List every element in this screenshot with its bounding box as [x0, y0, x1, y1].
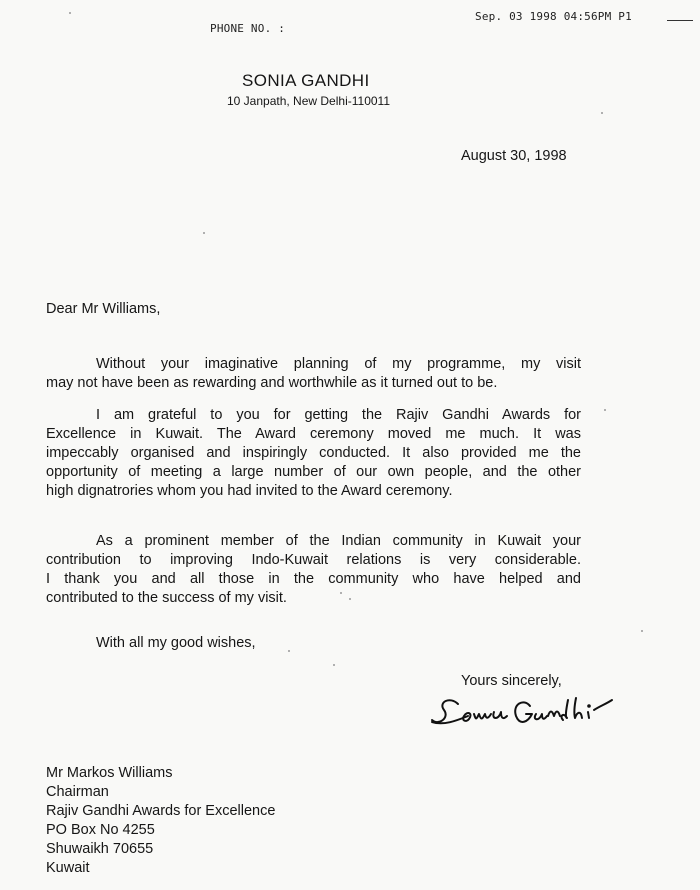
closing-wish: With all my good wishes, [96, 635, 256, 651]
letter-date: August 30, 1998 [461, 148, 567, 164]
paragraph-3-line: contribution to improving Indo-Kuwait relations is very considerable. [46, 552, 581, 568]
paragraph-3 [46, 532, 581, 608]
salutation: Dear Mr Williams, [46, 301, 161, 317]
scan-speck [69, 12, 71, 14]
recipient-po-box: PO Box No 4255 [46, 822, 155, 838]
paragraph-2-line: high dignatrories whom you had invited to the Award ceremony. [46, 483, 453, 499]
fax-timestamp: Sep. 03 1998 04:56PM P1 [475, 10, 632, 23]
paragraph-1-line: may not have been as rewarding and worthwhile as it turned out to be. [46, 375, 498, 391]
scan-speck [340, 592, 342, 594]
scan-speck [333, 664, 335, 666]
paragraph-2-line: opportunity of meeting a large number of our own people, and the other [46, 464, 581, 480]
scan-speck [641, 630, 643, 632]
scan-speck [203, 232, 205, 234]
paragraph-3-line: contributed to the success of my visit. [46, 590, 287, 606]
recipient-organization: Rajiv Gandhi Awards for Excellence [46, 803, 276, 819]
paragraph-2-line: Excellence in Kuwait. The Award ceremony moved me much. It was [46, 426, 581, 442]
valediction: Yours sincerely, [461, 673, 562, 689]
letterhead-address: 10 Janpath, New Delhi-110011 [227, 94, 390, 108]
fax-phone-label: PHONE NO. : [210, 22, 286, 35]
recipient-name: Mr Markos Williams [46, 765, 173, 781]
paragraph-3-line: As a prominent member of the Indian community in Kuwait your [96, 533, 581, 549]
recipient-address [46, 764, 275, 878]
letterhead-name: SONIA GANDHI [242, 71, 370, 90]
paragraph-2-line: impeccably organised and inspiringly conducted. It also provided me the [46, 445, 581, 461]
paragraph-2-line: I am grateful to you for getting the Rajiv Gandhi Awards for [96, 407, 581, 423]
paragraph-1-line: Without your imaginative planning of my programme, my visit [96, 356, 581, 372]
recipient-title: Chairman [46, 784, 109, 800]
recipient-city: Shuwaikh 70655 [46, 841, 154, 857]
recipient-country: Kuwait [46, 860, 90, 876]
paragraph-3-line: I thank you and all those in the community who have helped and [46, 571, 581, 587]
fax-header-rule [667, 20, 693, 21]
scan-speck [349, 598, 351, 600]
scan-speck [601, 112, 603, 114]
handwritten-signature [428, 690, 618, 740]
scan-speck [288, 650, 290, 652]
paragraph-2 [46, 406, 581, 501]
scan-speck [604, 409, 606, 411]
paragraph-1 [46, 355, 581, 393]
